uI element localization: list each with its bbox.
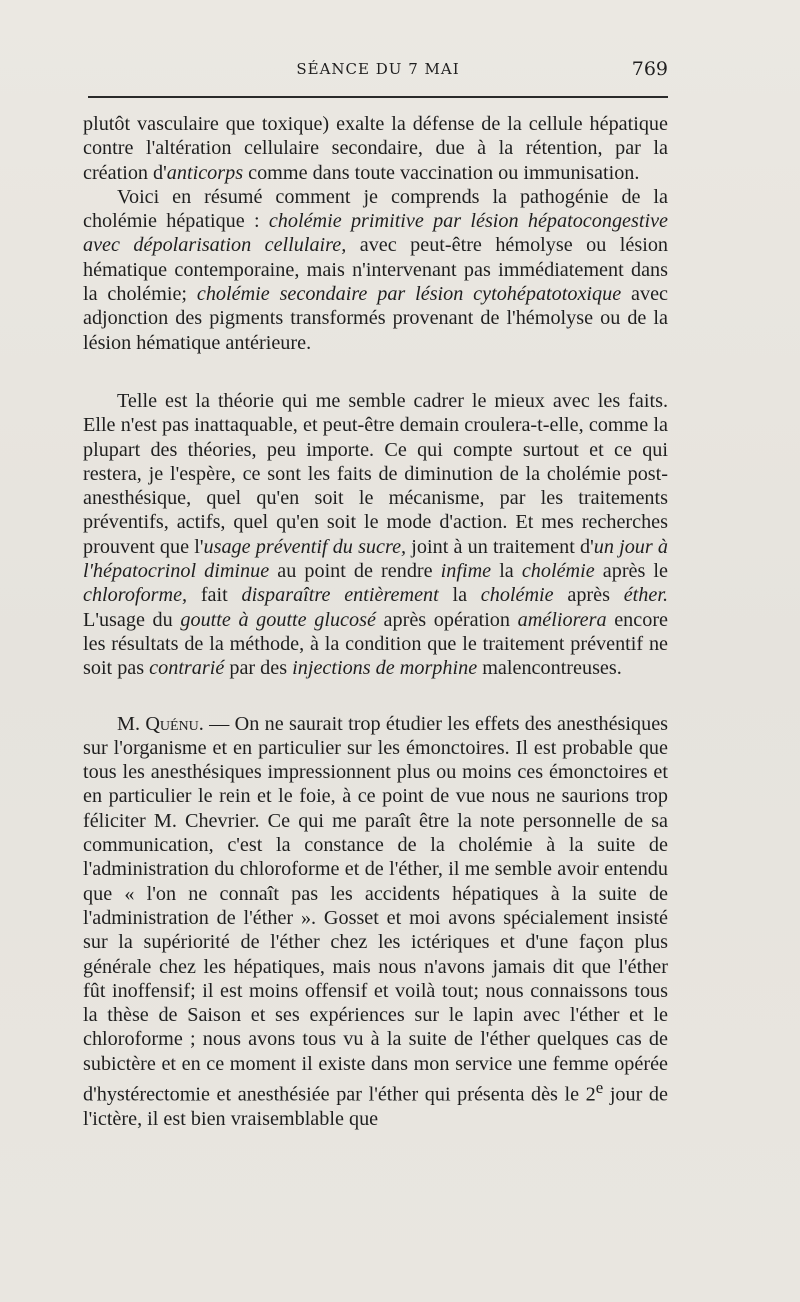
text-segment: encore les résultats de la méthode, à la condition que le traitement préventif ne soit pas xyxy=(83,608,669,680)
page-number: 769 xyxy=(631,58,668,80)
text-segment: malencontreuses. xyxy=(477,657,622,680)
text-segment: joint à un traitement d' xyxy=(406,535,594,558)
text-segment: Quénu xyxy=(145,712,199,735)
italic-segment: éther. xyxy=(623,584,668,607)
text-segment: M. xyxy=(117,712,146,735)
paragraph xyxy=(83,185,668,355)
paragraph-gap xyxy=(83,681,668,712)
header-rule xyxy=(88,96,668,98)
superscript: e xyxy=(595,1077,604,1097)
text-segment: . — On ne saurait trop étudier les effets des anesthésiques sur l'organisme et en particulier sur les émonctoires. Il est probable que tous les anesthésiques impressionnent plus ou moins ces émonctoires et en particulier le rein et le foie, à ce point de vue nous ne saurions trop féliciter M. Chevrier. Ce qui me paraît être la note personnelle de sa communication, c'est la constance de la cholémie à la suite de l'administration du chloroforme et de l'éther, il me semble avoir entendu que « l'on ne connaît pas les accidents hépatiques à la suite de l'administration de l'éther ». Gosset et moi avons spécialement insisté sur la supériorité de l'éther chez les ictériques et d'une façon plus générale chez les hépatiques, mais nous n'avons jamais dit que l'éther fût inoffensif; il est moins offensif et voilà tout; nous connaissons tous la thèse de Saison et ses expériences sur le lapin avec l'éther et le chloroforme ; nous avons tous vu à la suite de l'éther quelques cas de subictère et en ce moment il existe dans mon service une femme opérée d'hystérectomie et anesthésiée par l'éther qui présenta dès le 2 xyxy=(83,712,669,1106)
italic-segment: chloroforme, xyxy=(83,584,188,607)
italic-segment: anticorps xyxy=(166,161,244,184)
italic-segment: contrarié xyxy=(149,657,225,680)
italic-segment: usage préventif du sucre, xyxy=(203,535,407,558)
italic-segment: injections de morphine xyxy=(292,657,478,680)
text-segment: après le xyxy=(594,560,668,583)
paragraph xyxy=(83,712,668,1132)
text-segment: comme dans toute vaccination ou immunisation. xyxy=(243,161,640,184)
italic-segment: un jour à l'hépatocrinol diminue xyxy=(83,535,669,583)
italic-segment: cholémie xyxy=(521,560,595,583)
italic-segment: cholémie secondaire par lésion cytohépatotoxique xyxy=(196,283,622,306)
paragraph xyxy=(83,112,668,185)
text-segment: fait xyxy=(187,584,242,607)
text-segment: avec adjonction des pigments transformés provenant de l'hémolyse ou de la lésion hématique antérieure. xyxy=(83,283,668,354)
text-segment: au point de rendre xyxy=(269,560,441,583)
text-segment: avec peut-être hémolyse ou lésion hématique contemporaine, mais n'intervenant pas immédiatement dans la cholémie; xyxy=(83,234,669,306)
text-segment: la xyxy=(491,560,522,583)
text-segment: la xyxy=(438,584,481,607)
italic-segment: goutte à goutte glucosé xyxy=(180,608,376,631)
italic-segment: infime xyxy=(440,560,492,583)
running-title: SÉANCE DU 7 MAI xyxy=(296,60,460,78)
text-segment: Voici en résumé comment je comprends la pathogénie de la cholémie hépatique : xyxy=(83,185,668,233)
paragraph-gap xyxy=(83,355,668,389)
paragraph xyxy=(83,389,668,681)
text-segment: L'usage du xyxy=(83,608,181,631)
text-segment: après opération xyxy=(375,608,518,631)
text-segment: plutôt vasculaire que toxique) exalte la défense de la cellule hépatique contre l'altération cellulaire secondaire, due à la rétention, par la création d' xyxy=(83,113,668,184)
body-text xyxy=(83,112,668,1131)
italic-segment: améliorera xyxy=(517,608,607,631)
italic-segment: disparaître entièrement xyxy=(241,584,439,607)
text-segment: par des xyxy=(224,657,293,680)
text-segment: Telle est la théorie qui me semble cadrer le mieux avec les faits. Elle n'est pas inattaquable, et peut-être demain croulera-t-elle, comme la plupart des théories, peu importe. Ce qui compte surtout et ce qui restera, je l'espère, ce sont les faits de diminution de la cholémie post-anesthésique, quel qu'en soit le mécanisme, par les traitements préventifs, actifs, quel qu'en soit le mode d'action. Et mes recherches prouvent que l' xyxy=(83,389,668,558)
italic-segment: cholémie xyxy=(480,584,554,607)
page-header xyxy=(88,60,668,84)
text-segment: après xyxy=(553,584,624,607)
italic-segment: cholémie primitive par lésion hépatocongestive avec dépolarisation cellulaire, xyxy=(83,210,668,257)
text-segment: jour de l'ictère, il est bien vraisemblable que xyxy=(83,1083,668,1131)
